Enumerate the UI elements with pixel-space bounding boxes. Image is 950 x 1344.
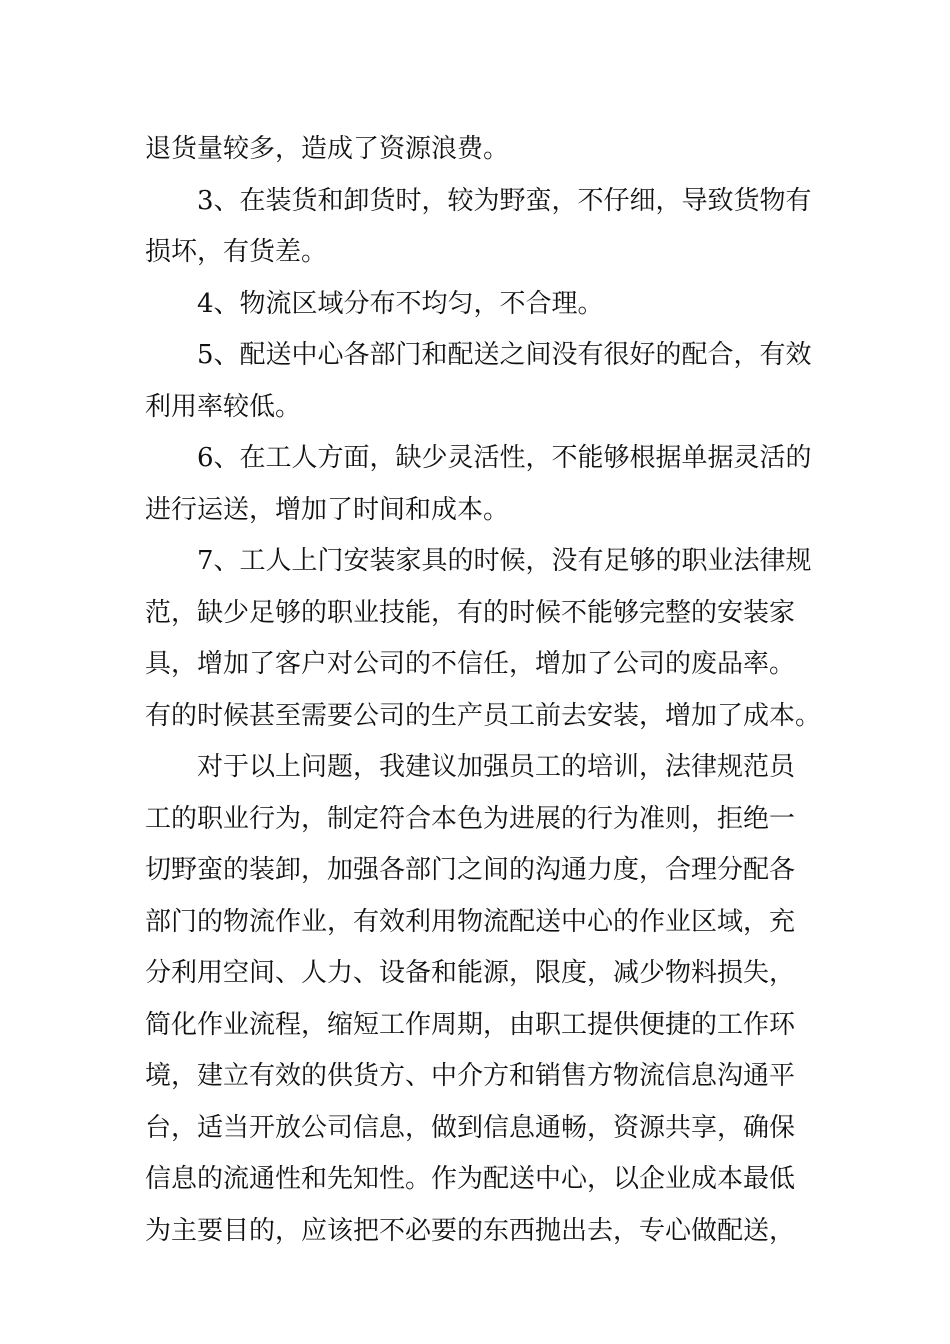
text-line: 进行运送，增加了时间和成本。 (145, 494, 510, 525)
text-line: 简化作业流程，缩短工作周期，由职工提供便捷的工作环 (145, 1009, 796, 1040)
text-line: 分利用空间、人力、设备和能源，限度，减少物料损失， (145, 958, 796, 988)
text-line: 对于以上问题，我建议加强员工的培训，法律规范员 (197, 752, 796, 782)
text-line: 信息的流通性和先知性。作为配送中心，以企业成本最低 (145, 1164, 796, 1194)
text-line: 损坏，有货差。 (145, 237, 328, 267)
text-line: 工的职业行为，制定符合本色为进展的行为准则，拒绝一 (145, 803, 796, 834)
text-line: 具，增加了客户对公司的不信任，增加了公司的废品率。 (145, 649, 796, 679)
text-line: 3、在装货和卸货时，较为野蛮，不仔细，导致货物有 (197, 185, 812, 216)
text-line: 6、在工人方面，缺少灵活性，不能够根据单据灵活的 (197, 443, 812, 473)
text-line: 部门的物流作业，有效利用物流配送中心的作业区域，充 (145, 906, 796, 937)
text-line: 5、配送中心各部门和配送之间没有很好的配合，有效 (197, 340, 812, 370)
text-line: 4、物流区域分布不均匀，不合理。 (197, 288, 604, 319)
text-line: 退货量较多，造成了资源浪费。 (145, 134, 510, 164)
text-line: 范，缺少足够的职业技能，有的时候不能够完整的安装家 (145, 597, 796, 628)
text-line: 境，建立有效的供货方、中介方和销售方物流信息沟通平 (145, 1061, 796, 1091)
text-line: 为主要目的，应该把不必要的东西抛出去，专心做配送， (145, 1215, 796, 1246)
text-line: 利用率较低。 (145, 391, 302, 422)
text-line: 有的时候甚至需要公司的生产员工前去安装，增加了成本。 (145, 700, 822, 731)
text-line: 7、工人上门安装家具的时候，没有足够的职业法律规 (197, 546, 812, 576)
text-line: 切野蛮的装卸，加强各部门之间的沟通力度，合理分配各 (145, 855, 796, 885)
document-body (145, 124, 822, 1257)
text-line: 台，适当开放公司信息，做到信息通畅，资源共享，确保 (145, 1112, 796, 1143)
